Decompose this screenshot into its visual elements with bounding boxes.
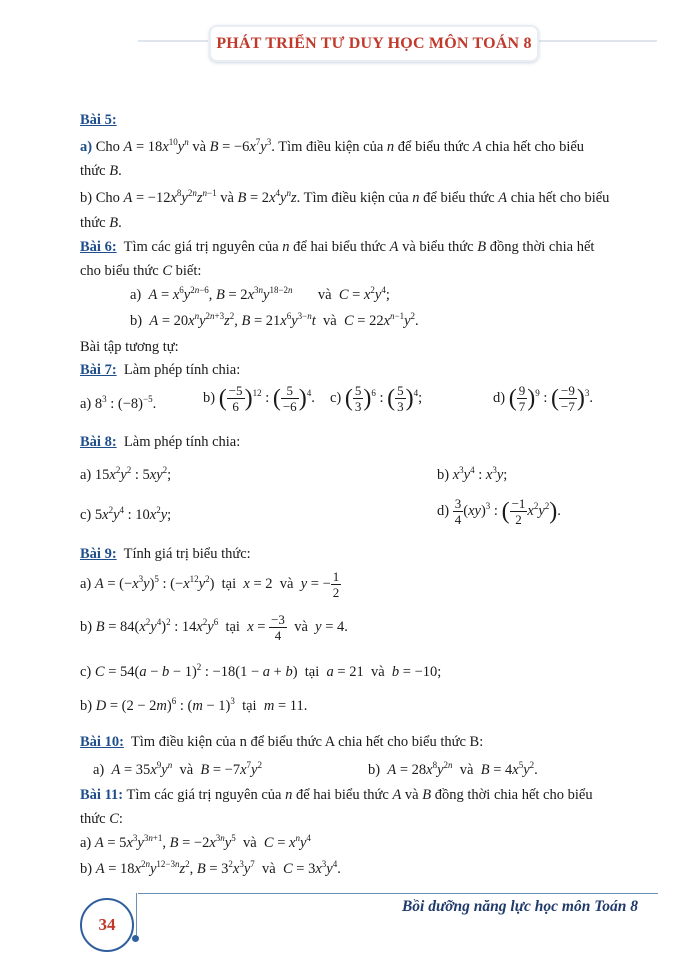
bai5-a: a) Cho $A = 18x^{10}y^n$ và $B = -6x^7y^3$. Tìm điều kiện của n để biểu thức A chia hết cho biểu [80, 137, 585, 155]
footer-title: Bồi dưỡng năng lực học môn Toán 8 [401, 898, 638, 915]
bai7-a: a) $8^3$ : $(-8)^{-5}$. [80, 394, 157, 412]
bai8-b: b) $x^3y^4$ : $x^3y$; [437, 465, 508, 483]
page-number-badge [80, 898, 134, 952]
bai5-label: Bài 5: [80, 112, 117, 128]
bai11-line2: thức C: [80, 811, 123, 827]
bai5-b-cont: thức B. [80, 215, 122, 231]
bai9-b: b) $B = 84(x^2y^4)^2$ : $14x^2y^6$ tại x = $\frac{-3}{4}$ và y = 4. [80, 612, 348, 643]
bai6-a: a) $A = x^6y^{2n-6}$, $B = 2x^{3n}y^{18-2n}$ và $C = x^2y^4$; [130, 285, 390, 303]
bai7-d: d) ( $\frac{9}{7}$ )$^9$ : ( $\frac{-9}{-7}$ )$^3$. [493, 383, 593, 414]
bai-tap-tuong-tu: Bài tập tương tự: [80, 339, 179, 355]
bai7-c: c) ( $\frac{5}{3}$ )$^6$ : ( $\frac{5}{3}$ )$^4$; [330, 383, 423, 414]
bai8-a: a) $15x^2y^2$ : $5xy^2$; [80, 465, 172, 483]
bai11-line1: Bài 11: Tìm các giá trị nguyên của n để hai biểu thức A và B đồng thời chia hết cho biểu [80, 787, 593, 803]
header-rule-right [537, 40, 657, 42]
bai10-a: a) $A = 35x^9y^n$ và $B = -7x^7y^2$ [93, 760, 262, 778]
header-banner [209, 25, 539, 62]
bai9-d: b) $D = (2 - 2m)^6$ : $(m - 1)^3$ tại m = 11. [80, 696, 308, 714]
footer-dot [132, 935, 139, 942]
bai5-b: b) Cho $A = -12x^8y^{2n}z^{n-1}$ và $B = 2x^4y^nz$. Tìm điều kiện của n để biểu thức A chia hết cho biểu [80, 188, 610, 206]
bai6-line2: cho biểu thức C biết: [80, 263, 202, 279]
bai7-b: b) ( $\frac{-5}{6}$ )$^{12}$ : ( $\frac{5}{-6}$ )$^4$. [203, 383, 315, 414]
bai6-line1: Bài 6: Tìm các giá trị nguyên của n để hai biểu thức A và biểu thức B đồng thời chia hết [80, 239, 595, 255]
header-rule-left [138, 40, 208, 42]
bai8-c: c) $5x^2y^4$ : $10x^2y$; [80, 505, 172, 523]
bai10-b: b) $A = 28x^8y^{2n}$ và $B = 4x^5y^2$. [368, 760, 538, 778]
bai9-c: c) $C = 54(a - b - 1)^2$ : −18(1 − a + b) tại a = 21 và b = −10; [80, 662, 442, 680]
header-title: PHÁT TRIỂN TƯ DUY HỌC MÔN TOÁN 8 [216, 35, 532, 52]
footer-rule [138, 893, 658, 894]
bai8-heading: Bài 8: Làm phép tính chia: [80, 434, 241, 450]
bai8-d: d) $\frac{3}{4}$ (xy)$^3$ : ( $\frac{-1}{2}$ $x^2y^2$). [437, 496, 561, 527]
bai10-heading: Bài 10: Tìm điều kiện của n để biểu thức A chia hết cho biểu thức B: [80, 734, 484, 750]
bai9-a: a) $A = (-x^3y)^5$ : $(-x^{12}y^2)$ tại x = 2 và y = − $\frac{1}{2}$ [80, 569, 340, 600]
bai11-a: a) $A = 5x^3y^{3n+1}$, $B = -2x^{3n}y^5$ và $C = x^ny^4$ [80, 833, 311, 851]
bai7-heading: Bài 7: Làm phép tính chia: [80, 362, 241, 378]
bai9-heading: Bài 9: Tính giá trị biểu thức: [80, 546, 251, 562]
page-number: 34 [98, 915, 116, 934]
bai5-a-cont: thức B. [80, 163, 122, 179]
bai11-b: b) $A = 18x^{2n}y^{12-3n}z^2$, $B = 3^2x^3y^7$ và $C = 3x^3y^4$. [80, 859, 341, 877]
footer-connector [136, 893, 137, 935]
bai6-b: b) $A = 20x^ny^{2n+3}z^2$, $B = 21x^6y^{3-n}t$ và $C = 22x^{n-1}y^2$. [130, 311, 419, 329]
